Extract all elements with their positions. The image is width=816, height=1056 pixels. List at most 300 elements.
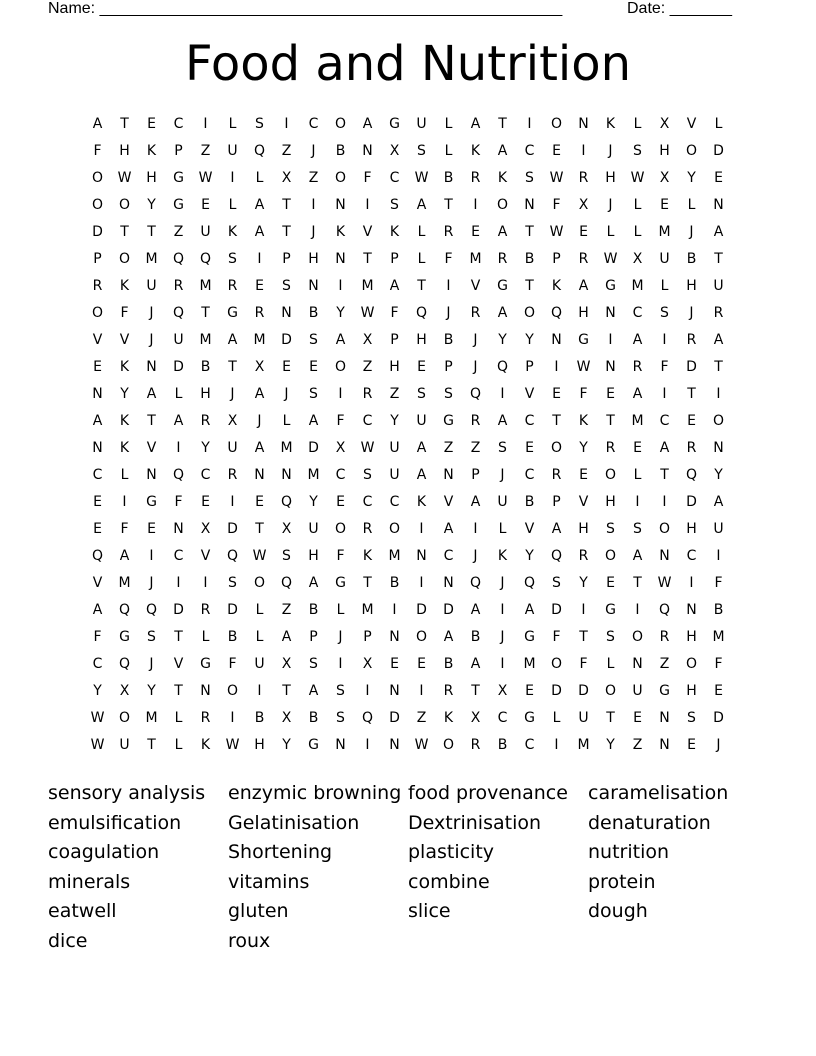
grid-letter: I <box>635 602 640 618</box>
grid-letter: U <box>632 683 643 699</box>
grid-letter: Q <box>469 386 482 402</box>
grid-letter: I <box>203 575 208 591</box>
grid-letter: J <box>149 656 154 672</box>
grid-letter: F <box>552 197 561 213</box>
grid-letter: T <box>444 197 453 213</box>
grid-letter: W <box>198 170 213 186</box>
grid-letter: V <box>686 116 697 132</box>
grid-letter: V <box>443 494 454 510</box>
grid-letter: V <box>362 224 373 240</box>
grid-letter: B <box>443 656 454 672</box>
grid-letter: C <box>200 467 211 483</box>
grid-letter: V <box>92 575 103 591</box>
word-list-item: Dextrinisation <box>408 811 542 834</box>
grid-letter: U <box>200 224 211 240</box>
word-list-item: sensory analysis <box>48 782 206 804</box>
name-field-label: Name: ____________________________________________________ <box>48 0 563 17</box>
grid-letter: R <box>632 359 643 375</box>
grid-letter: K <box>335 224 346 240</box>
grid-letter: X <box>470 710 481 726</box>
grid-letter: E <box>336 494 345 510</box>
grid-letter: A <box>443 521 454 537</box>
grid-letter: B <box>308 710 319 726</box>
grid-letter: W <box>225 737 240 753</box>
grid-letter: C <box>524 413 535 429</box>
grid-letter: O <box>334 359 347 375</box>
grid-letter: A <box>92 116 103 132</box>
letter-grid <box>84 111 732 759</box>
word-list-item: Gelatinisation <box>228 811 360 834</box>
grid-letter: I <box>338 656 343 672</box>
grid-letter: A <box>551 521 562 537</box>
grid-letter: U <box>416 413 427 429</box>
grid-letter: L <box>336 602 345 618</box>
grid-letter: X <box>254 359 265 375</box>
grid-letter: T <box>147 737 156 753</box>
grid-letter: O <box>388 521 401 537</box>
grid-letter: D <box>308 440 319 456</box>
grid-letter: A <box>254 440 265 456</box>
grid-letter: A <box>497 305 508 321</box>
grid-letter: N <box>389 683 400 699</box>
grid-letter: C <box>362 494 373 510</box>
grid-letter: C <box>308 116 319 132</box>
grid-letter: N <box>308 278 319 294</box>
grid-letter: P <box>174 143 183 159</box>
grid-letter: K <box>119 440 130 456</box>
grid-letter: E <box>147 521 156 537</box>
grid-letter: Z <box>389 386 400 402</box>
grid-letter: K <box>497 170 508 186</box>
grid-letter: R <box>686 440 697 456</box>
grid-letter: N <box>146 467 157 483</box>
grid-letter: C <box>632 305 643 321</box>
grid-letter: M <box>577 737 590 753</box>
grid-letter: M <box>307 467 320 483</box>
grid-letter: F <box>714 575 723 591</box>
grid-letter: K <box>389 224 400 240</box>
grid-letter: N <box>281 305 292 321</box>
grid-letter: D <box>443 602 454 618</box>
grid-letter: I <box>257 683 262 699</box>
grid-letter: O <box>604 683 617 699</box>
grid-letter: B <box>308 305 319 321</box>
grid-letter: T <box>417 278 426 294</box>
grid-letter: I <box>662 386 667 402</box>
grid-letter: Y <box>147 197 156 213</box>
grid-letter: D <box>416 602 427 618</box>
grid-letter: T <box>525 278 534 294</box>
grid-letter: Y <box>579 440 588 456</box>
grid-letter: A <box>308 413 319 429</box>
grid-letter: T <box>282 224 291 240</box>
grid-letter: N <box>146 359 157 375</box>
grid-letter: S <box>687 710 696 726</box>
grid-letter: B <box>443 170 454 186</box>
grid-letter: G <box>119 629 130 645</box>
grid-letter: W <box>90 737 105 753</box>
grid-letter: J <box>608 143 613 159</box>
grid-letter: A <box>497 143 508 159</box>
grid-letter: H <box>308 251 319 267</box>
grid-letter: N <box>173 521 184 537</box>
grid-letter: E <box>633 440 642 456</box>
grid-letter: T <box>363 575 372 591</box>
grid-letter: Y <box>714 467 723 483</box>
grid-letter: E <box>417 359 426 375</box>
grid-letter: I <box>689 575 694 591</box>
grid-letter: E <box>606 386 615 402</box>
grid-letter: Q <box>523 575 536 591</box>
grid-letter: F <box>93 629 102 645</box>
grid-letter: O <box>118 197 131 213</box>
grid-letter: Z <box>173 224 184 240</box>
grid-letter: S <box>633 143 642 159</box>
grid-letter: T <box>147 224 156 240</box>
grid-letter: W <box>603 251 618 267</box>
grid-letter: O <box>550 116 563 132</box>
grid-letter: N <box>605 359 616 375</box>
grid-letter: Q <box>550 305 563 321</box>
grid-letter: A <box>659 440 670 456</box>
grid-letter: N <box>659 548 670 564</box>
grid-letter: A <box>470 116 481 132</box>
grid-letter: A <box>632 386 643 402</box>
grid-letter: X <box>119 683 130 699</box>
grid-letter: T <box>174 629 183 645</box>
grid-letter: O <box>91 197 104 213</box>
grid-letter: T <box>633 575 642 591</box>
grid-letter: K <box>578 413 589 429</box>
grid-letter: B <box>200 359 211 375</box>
grid-letter: Z <box>443 440 454 456</box>
grid-letter: E <box>201 494 210 510</box>
grid-letter: N <box>200 683 211 699</box>
grid-letter: Z <box>470 440 481 456</box>
grid-letter: S <box>282 548 291 564</box>
grid-letter: L <box>606 656 615 672</box>
grid-letter: E <box>525 440 534 456</box>
grid-letter: G <box>578 332 589 348</box>
grid-letter: K <box>227 224 238 240</box>
grid-letter: I <box>419 575 424 591</box>
grid-letter: L <box>606 224 615 240</box>
grid-letter: I <box>257 251 262 267</box>
grid-letter: B <box>308 602 319 618</box>
grid-letter: K <box>119 359 130 375</box>
grid-letter: T <box>201 305 210 321</box>
grid-letter: R <box>362 386 373 402</box>
grid-letter: T <box>363 251 372 267</box>
grid-letter: Z <box>632 737 643 753</box>
grid-letter: R <box>578 548 589 564</box>
grid-letter: C <box>173 116 184 132</box>
grid-letter: D <box>551 602 562 618</box>
grid-letter: K <box>119 413 130 429</box>
grid-letter: V <box>92 332 103 348</box>
grid-letter: Y <box>282 737 291 753</box>
grid-letter: X <box>578 197 589 213</box>
grid-letter: N <box>659 737 670 753</box>
grid-letter: F <box>174 494 183 510</box>
grid-letter: E <box>606 575 615 591</box>
grid-letter: A <box>146 386 157 402</box>
grid-letter: I <box>176 440 181 456</box>
grid-letter: J <box>500 629 505 645</box>
grid-letter: I <box>203 116 208 132</box>
grid-letter: A <box>416 197 427 213</box>
grid-letter: W <box>90 710 105 726</box>
grid-letter: K <box>443 710 454 726</box>
grid-letter: W <box>414 737 429 753</box>
grid-letter: O <box>442 737 455 753</box>
grid-letter: U <box>659 251 670 267</box>
grid-letter: O <box>712 413 725 429</box>
grid-letter: I <box>392 602 397 618</box>
grid-letter: M <box>712 629 725 645</box>
grid-letter: L <box>498 521 507 537</box>
grid-letter: E <box>255 278 264 294</box>
grid-letter: M <box>361 602 374 618</box>
grid-letter: W <box>630 170 645 186</box>
grid-letter: I <box>473 197 478 213</box>
page-title: Food and Nutrition <box>184 36 632 92</box>
grid-letter: W <box>657 575 672 591</box>
grid-letter: D <box>686 359 697 375</box>
grid-letter: X <box>227 413 238 429</box>
grid-letter: J <box>446 305 451 321</box>
grid-letter: E <box>633 710 642 726</box>
grid-letter: R <box>578 170 589 186</box>
grid-letter: Q <box>415 305 428 321</box>
grid-letter: H <box>659 143 670 159</box>
grid-letter: W <box>252 548 267 564</box>
grid-letter: G <box>335 575 346 591</box>
grid-letter: E <box>417 656 426 672</box>
grid-letter: A <box>713 332 724 348</box>
grid-letter: C <box>173 548 184 564</box>
grid-letter: R <box>443 224 454 240</box>
grid-letter: F <box>363 170 372 186</box>
grid-letter: L <box>174 710 183 726</box>
grid-letter: A <box>173 413 184 429</box>
grid-letter: J <box>500 575 505 591</box>
date-field-label: Date: _______ <box>627 0 732 17</box>
grid-letter: A <box>416 440 427 456</box>
grid-letter: T <box>525 224 534 240</box>
grid-letter: S <box>498 440 507 456</box>
grid-letter: M <box>280 440 293 456</box>
grid-letter: G <box>443 413 454 429</box>
grid-letter: L <box>417 224 426 240</box>
grid-letter: E <box>687 413 696 429</box>
grid-letter: I <box>419 683 424 699</box>
grid-letter: G <box>659 683 670 699</box>
grid-letter: V <box>119 332 130 348</box>
grid-letter: M <box>199 332 212 348</box>
grid-letter: S <box>336 710 345 726</box>
grid-letter: N <box>92 386 103 402</box>
grid-letter: F <box>444 251 453 267</box>
grid-letter: Q <box>172 467 185 483</box>
grid-letter: K <box>605 116 616 132</box>
grid-letter: F <box>228 656 237 672</box>
grid-letter: N <box>416 548 427 564</box>
grid-letter: H <box>200 386 211 402</box>
grid-letter: G <box>227 305 238 321</box>
grid-letter: S <box>417 143 426 159</box>
grid-letter: G <box>173 170 184 186</box>
grid-letter: D <box>173 602 184 618</box>
grid-letter: O <box>631 629 644 645</box>
grid-letter: T <box>714 251 723 267</box>
grid-letter: P <box>552 494 561 510</box>
grid-letter: U <box>416 116 427 132</box>
grid-letter: X <box>659 116 670 132</box>
grid-letter: U <box>173 332 184 348</box>
grid-letter: T <box>120 224 129 240</box>
grid-letter: C <box>362 413 373 429</box>
grid-letter: P <box>471 467 480 483</box>
grid-letter: J <box>149 575 154 591</box>
grid-letter: R <box>659 629 670 645</box>
grid-letter: Y <box>336 305 345 321</box>
grid-letter: O <box>685 143 698 159</box>
word-list-item: enzymic browning <box>228 782 402 804</box>
grid-letter: D <box>92 224 103 240</box>
grid-letter: A <box>632 332 643 348</box>
grid-letter: T <box>606 413 615 429</box>
grid-letter: A <box>524 602 535 618</box>
grid-letter: Q <box>361 710 374 726</box>
grid-letter: T <box>282 683 291 699</box>
grid-letter: R <box>227 278 238 294</box>
grid-letter: X <box>362 656 373 672</box>
grid-letter: J <box>311 143 316 159</box>
grid-letter: M <box>118 575 131 591</box>
grid-letter: B <box>524 494 535 510</box>
grid-letter: X <box>335 440 346 456</box>
grid-letter: P <box>444 359 453 375</box>
word-list <box>48 779 768 957</box>
grid-letter: I <box>473 521 478 537</box>
grid-letter: S <box>363 467 372 483</box>
grid-letter: I <box>176 575 181 591</box>
grid-letter: X <box>281 521 292 537</box>
grid-letter: I <box>662 494 667 510</box>
grid-letter: A <box>497 224 508 240</box>
grid-letter: O <box>523 305 536 321</box>
grid-letter: Q <box>658 602 671 618</box>
grid-letter: N <box>389 629 400 645</box>
grid-letter: A <box>308 683 319 699</box>
grid-letter: S <box>309 332 318 348</box>
grid-letter: E <box>714 170 723 186</box>
grid-letter: Z <box>308 170 319 186</box>
grid-letter: Y <box>390 413 399 429</box>
grid-letter: L <box>174 737 183 753</box>
grid-letter: L <box>255 170 264 186</box>
grid-letter: O <box>604 548 617 564</box>
grid-letter: H <box>686 629 697 645</box>
grid-letter: A <box>389 278 400 294</box>
grid-letter: I <box>365 683 370 699</box>
grid-letter: I <box>716 548 721 564</box>
grid-letter: S <box>228 251 237 267</box>
grid-letter: N <box>524 197 535 213</box>
grid-letter: L <box>714 116 723 132</box>
grid-letter: T <box>471 683 480 699</box>
grid-letter: H <box>605 170 616 186</box>
grid-letter: V <box>173 656 184 672</box>
grid-letter: T <box>282 197 291 213</box>
grid-letter: X <box>200 521 211 537</box>
grid-letter: X <box>281 170 292 186</box>
grid-letter: J <box>689 224 694 240</box>
grid-letter: N <box>605 305 616 321</box>
grid-letter: T <box>687 386 696 402</box>
grid-letter: O <box>334 521 347 537</box>
grid-letter: C <box>389 170 400 186</box>
grid-letter: I <box>338 278 343 294</box>
grid-letter: Y <box>93 683 102 699</box>
grid-letter: V <box>146 440 157 456</box>
grid-letter: H <box>389 359 400 375</box>
grid-letter: F <box>579 656 588 672</box>
grid-letter: R <box>92 278 103 294</box>
grid-letter: A <box>308 575 319 591</box>
grid-letter: S <box>309 656 318 672</box>
grid-letter: V <box>470 278 481 294</box>
grid-letter: O <box>334 116 347 132</box>
grid-letter: D <box>173 359 184 375</box>
grid-letter: R <box>497 251 508 267</box>
grid-letter: Q <box>145 602 158 618</box>
grid-letter: T <box>120 116 129 132</box>
grid-letter: O <box>91 305 104 321</box>
grid-letter: N <box>281 467 292 483</box>
grid-letter: N <box>578 116 589 132</box>
grid-letter: C <box>92 467 103 483</box>
word-list-item: dice <box>48 929 88 952</box>
grid-letter: Q <box>118 602 131 618</box>
grid-letter: N <box>335 251 346 267</box>
grid-letter: S <box>282 278 291 294</box>
word-list-item: slice <box>408 900 451 923</box>
grid-letter: G <box>146 494 157 510</box>
grid-letter: O <box>334 170 347 186</box>
grid-letter: E <box>714 683 723 699</box>
grid-letter: U <box>146 278 157 294</box>
grid-letter: S <box>552 575 561 591</box>
grid-letter: I <box>365 737 370 753</box>
grid-letter: J <box>338 629 343 645</box>
grid-letter: E <box>525 683 534 699</box>
grid-letter: H <box>146 170 157 186</box>
grid-letter: Q <box>199 251 212 267</box>
grid-letter: W <box>360 305 375 321</box>
grid-letter: I <box>500 656 505 672</box>
grid-letter: E <box>282 359 291 375</box>
word-list-item: coagulation <box>48 841 160 864</box>
grid-letter: J <box>257 413 262 429</box>
grid-letter: H <box>578 305 589 321</box>
grid-letter: T <box>498 116 507 132</box>
word-list-item: plasticity <box>408 841 495 864</box>
grid-letter: A <box>443 629 454 645</box>
grid-letter: I <box>581 143 586 159</box>
grid-letter: J <box>689 305 694 321</box>
